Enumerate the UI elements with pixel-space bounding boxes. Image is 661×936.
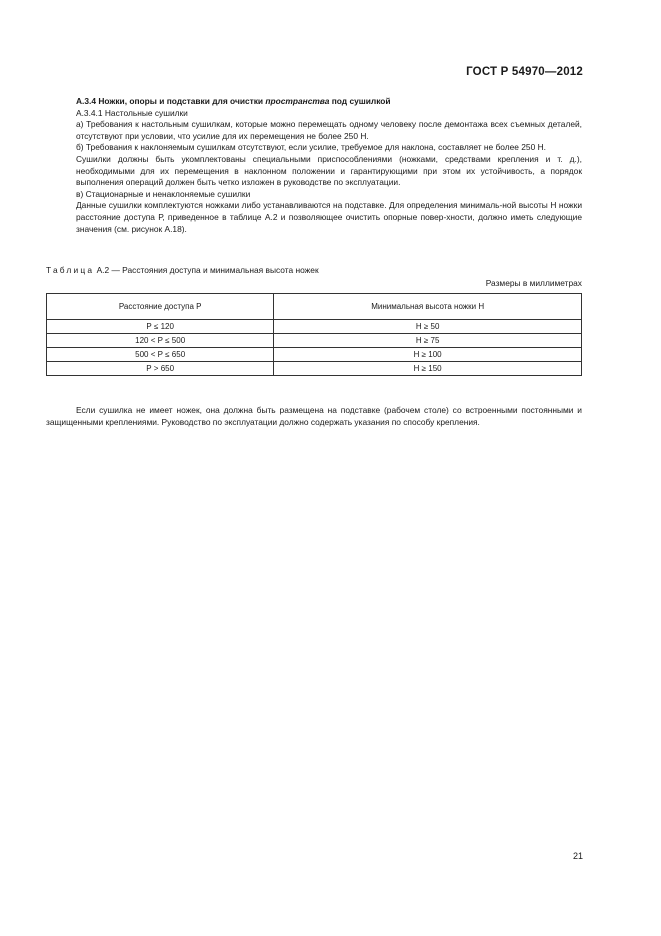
table-title-label: Таблица — [46, 265, 95, 275]
column-header-access-distance: Расстояние доступа Р — [47, 294, 274, 320]
table-row — [47, 320, 582, 334]
table-cell: 120 < Р ≤ 500 — [47, 334, 274, 348]
table-block — [46, 265, 582, 376]
heading-number: А.3.4 — [76, 96, 97, 106]
table-units: Размеры в миллиметрах — [485, 278, 582, 288]
column-header-min-leg-height: Минимальная высота ножки Н — [274, 294, 582, 320]
table-header-row — [47, 294, 582, 320]
table-title — [46, 265, 582, 276]
paragraph-d: в) Стационарные и ненаклоняемые сушилки — [76, 188, 251, 199]
subsection-title: А.3.4.1 Настольные сушилки — [76, 107, 188, 118]
table-row — [47, 348, 582, 362]
after-table-text — [46, 405, 582, 428]
table-cell: Р ≤ 120 — [47, 320, 274, 334]
heading-text-italic: пространства — [265, 96, 330, 106]
heading-text-2: под сушилкой — [329, 96, 391, 106]
table-cell: Н ≥ 50 — [274, 320, 582, 334]
table-cell: Н ≥ 100 — [274, 348, 582, 362]
heading-text-1: Ножки, опоры и подставки для очистки — [98, 96, 266, 106]
page-number: 21 — [572, 851, 583, 861]
paragraph-c: Сушилки должны быть укомплектованы специальными приспособлениями (ножками, средствами крепления и т. д.), необходимыми для их перемещения в наклонном положении и гарантирующими при этом их устойчивость, а порядок выполнения операций должен быть четко изложен в руководстве по эксплуатации. — [76, 153, 582, 188]
table-title-text: А.2 — Расстояния доступа и минимальная высота ножек — [94, 265, 319, 275]
paragraph-mounting: Если сушилка не имеет ножек, она должна быть размещена на подставке (рабочем столе) со встроенными постоянными и защищенными креплениями. Руководство по эксплуатации должно содержать указания по способу крепления. — [46, 405, 582, 427]
table-row — [47, 362, 582, 376]
table-row — [47, 334, 582, 348]
paragraph-a: а) Требования к настольным сушилкам, которые можно перемещать одному человеку после демонтажа всех съемных деталей, отсутствуют при условии, что усилие для их перемещения не более 250 Н. — [76, 119, 582, 141]
access-distance-table — [46, 293, 582, 376]
table-cell: Н ≥ 75 — [274, 334, 582, 348]
section-heading — [76, 96, 582, 108]
table-cell: Н ≥ 150 — [274, 362, 582, 376]
paragraph-e: Данные сушилки комплектуются ножками либо устанавливаются на подставке. Для определения минималь-ной высоты Н ножки расстояние доступа Р, приведенное в таблице А.2 и позволяющее очистить опорные повер-хности, должно иметь следующие значения (см. рисунок А.18). — [76, 200, 582, 234]
document-code: ГОСТ Р 54970—2012 — [466, 66, 583, 78]
table-cell: Р > 650 — [47, 362, 274, 376]
section-content — [76, 96, 582, 235]
paragraph-b: б) Требования к наклоняемым сушилкам отсутствуют, если усилие, требуемое для наклона, составляет не более 250 Н. — [76, 142, 546, 153]
table-cell: 500 < Р ≤ 650 — [47, 348, 274, 362]
